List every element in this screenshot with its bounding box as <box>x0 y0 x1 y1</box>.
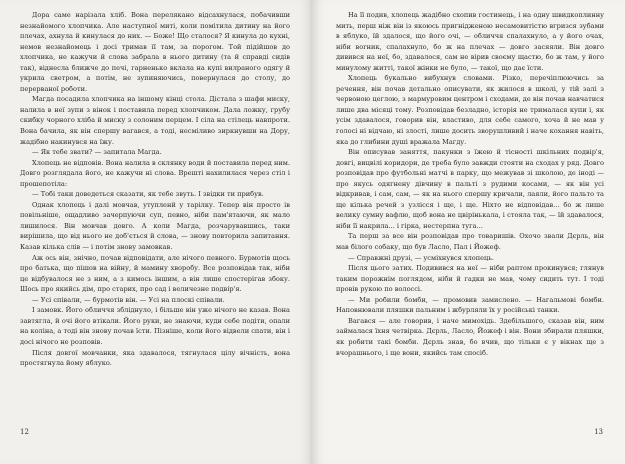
right-page-text <box>336 10 604 358</box>
left-page-text <box>20 10 290 369</box>
paragraph: — Тобі таки доведеться сказати, як тебе звуть. І звідки ти прибув. <box>32 190 264 199</box>
paragraph: — Ми робили бомби, — промовив замислено. — Нагальмові бомби. Наповнювали пляшки пальним і жбурляли їх у російські танки. <box>336 295 604 315</box>
paragraph: Аж ось він, знічно, почав відповідати, але нічого певного. Бурмотів щось про батька, що пішов на війну, й мамину хворобу. Все розповідав так, ніби це відбувалося не з ним, а з кимось іншим, а він лише спостерігав збоку. Шось про якийсь дім, про старих, про сад і величезне подвір'я. <box>20 253 290 294</box>
paragraph: Магда посадила хлопчика на іншому кінці стола. Дістала з шафи миску, налила в неї зупи з вінок і поставила перед хлопчиком. Дала ложку, грубу скибку чорного хліба й миску з солоним перцем. І сіла на стілець навпроти. Вона бачила, як він спершу вагався, а тоді, несміливо зиркнувши на Дору, жадібно накинувся на їжу. <box>20 95 290 146</box>
paragraph: Дора саме нарізала хліб. Вона перелякано відсахнулася, побачивши незнайомого хлопчика. Але наступної миті, коли помітила дитину на його плечах, ахнула й кинулася до них. — Боже! Що сталося? Я кинула до кухні, немов незнайомець і досі тримав її там, за порогом. Той підійшов до хлопчика, не кажучи й слова забрала в нього дитину (та й справді сидів так), віднесла ближче до печі, гарненько вклала на купі вилраного одягу й укрила светром, а потім, не зупиняючись, повернулася до столу, до перерваної роботи. <box>20 11 290 93</box>
paragraph: Хлопець букально вибухнув словами. Різко, перечіплюючись за речення, він почав детально описувати, як жилося в школі, у тій залі з червоною цеглою, з мармуровим центром і сходами, де він почав навчатися лише два місяці тому. Розповідав безладно, історія не трималася купи і, як усім здавалося, говорив він, властиво, для себе самого, хоча й не мав у голосі ні відчаю, ні злості, лише досить зворушливий і наче кохання навіть, яка до глибини душі вражала Магду. <box>336 74 604 146</box>
paragraph: Вагався — але говорив, і наче мимохідь. Здебільшого, сказав він, ним займалася їхня четвірка. Дєрль, Ласло, Йожеф і він. Вони збирали пляшки, як робити такі бомби. Дєрль знав, бо вчив, що тільки є у вікнах ще з вчорашнього, і ще вони, якийсь там спосіб. <box>336 316 604 357</box>
paragraph: Та перш за все він розповідав про товаришів. Охочо звали Дєрль, він мав білого собаку, що був Ласло, Пал і Йожеф. <box>336 232 604 252</box>
paragraph: На її подив, хлопець жадібно схопив гостинець, і на одну швидкоплинну мить, перш ніж він із якоюсь пригнідженою несамовитістю вгризся зубами в яблуко, їй здалося, що його очі, — обличчя спалахнуло, а у його очах, ніби вогник, спалахнуло, бо ж на плечах — довго засяяли. Він довго дивився на неї, бо, здавалося, сам не вірив своєму щастю, бо ж там, у його минулому житті, такої жінки не було, — такої, що дає їсти. <box>336 11 604 72</box>
paragraph: — Усі співали, — бурмотів він. — Усі на плоскі співали. <box>32 295 225 304</box>
paragraph: — Справжні друзі, — усміхнувся хлопець. <box>348 253 494 262</box>
right-page <box>312 0 625 464</box>
page-number-left: 12 <box>20 428 29 436</box>
paragraph: Після цього затих. Подивився на неї — ніби раптом прокинувся; глянув таким порожнім поглядом, ніби й гадки не мав, чому сидить тут. І тоді провів рукою по волоссі. <box>336 264 604 294</box>
paragraph: Після довгої мовчанки, яка здавалося, тягнулася цілу вічність, вона простягнула йому яблуко. <box>20 348 290 368</box>
paragraph: — Як тебе звати? — запитала Магда. <box>32 148 162 157</box>
left-page <box>0 0 312 464</box>
paragraph: Хлопець не відповів. Вона налила в склянку води й поставила перед ним. Довго розглядала його, не кажучи ні слова. Врешті нахилилася через стіл і прошепотіла: <box>20 158 290 188</box>
paragraph: І замовк. Його обличчя збліднуло, і більше він уже нічого не казав. Вона завтягла, й очі його втікали. Його руки, не знаючи, куди себе подіти, опали на коліна, а тоді він знову почав їсти. Пізніше, коли його відвели спати, він і досі нічого не розповів. <box>20 306 290 346</box>
paragraph: Він описував заняття, пакунки з їжею й тісності шкільних подвір'я, довгі, вицвілі коридори, де треба було завжди стояти на сходах у ряд. Довго розповідав про футбольні матчі в парку, що межував зі школою, де іноді — про якусь одягнену дівчину в пальті з рудими косами, — як він усі відкривав, і сам, сам, — як на нього спершу кричали, лаяли, його пальто та ще кілька речей з узлісся і ще, і ще. Ніхто не відповідав... бо ж лише велику сумну вафлю, щоб вона не цвірінькала, і стояла так, — їй здавалося, ніби її накрила... і гірка, нестерпна туга... <box>336 148 604 230</box>
page-number-right: 13 <box>594 428 603 436</box>
paragraph: Однак хлопець і далі мовчав, утупленй у тарілку. Тепер він просто ів повільніше, ощадливо зачерпуючи суп, певно, ніби пам'ятаючи, як мало лишилося. Він мовчав довго. А коли Магда, розчарувавшись, таки вирішила, що від нього не доб'ється й слова, — знову повторила запитання. Казав кілька слів — і потім знову замовкав. <box>20 200 290 252</box>
